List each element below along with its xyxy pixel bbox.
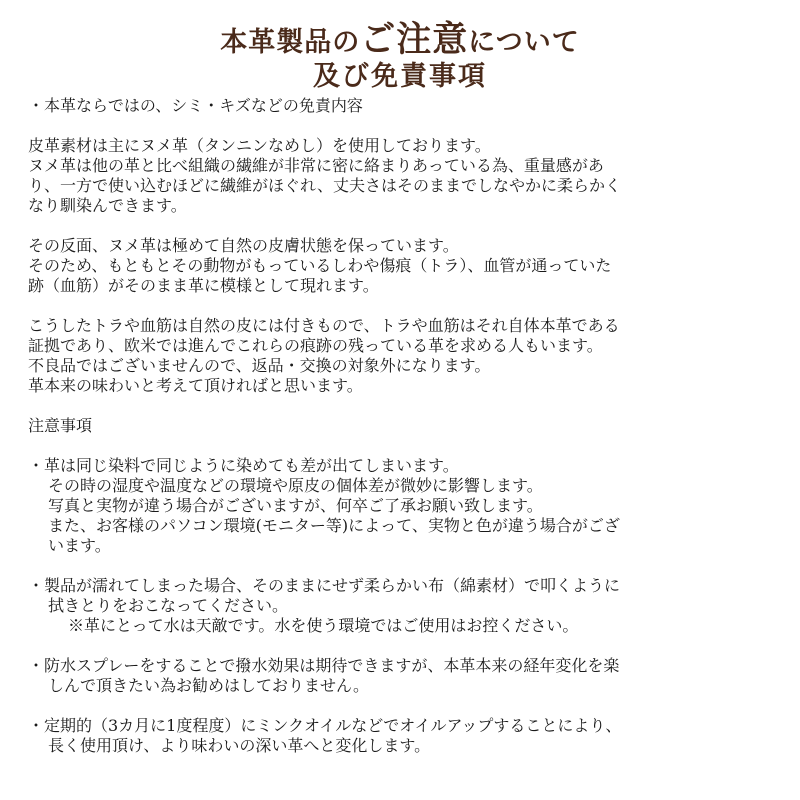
- spacer: [28, 216, 780, 236]
- note-item-color-difference: [28, 456, 780, 556]
- page-title: [0, 19, 800, 60]
- paragraph-line: そのため、もともとその動物がもっているしわや傷痕（トラ）、血管が通っていた: [28, 256, 612, 275]
- note-item-waterproof-spray: [28, 656, 780, 696]
- note-item-wet-care: [28, 576, 780, 636]
- note-line: また、お客様のパソコン環境(モニター等)によって、実物と色が違う場合がござ: [48, 516, 620, 535]
- spacer: [28, 436, 780, 456]
- paragraph-not-defective: [28, 316, 780, 396]
- paragraph-leather-material: [28, 136, 780, 216]
- page-subtitle: 及び免責事項: [313, 61, 487, 92]
- paragraph-line: こうしたトラや血筋は自然の皮には付きもので、トラや血筋はそれ自体本革である: [28, 316, 620, 335]
- spacer: [28, 556, 780, 576]
- intro-bullet: ・本革ならではの、シミ・キズなどの免責内容: [28, 96, 363, 115]
- spacer: [28, 296, 780, 316]
- spacer: [28, 396, 780, 416]
- paragraph-line: その反面、ヌメ革は極めて自然の皮膚状態を保っています。: [28, 236, 459, 255]
- note-line: 写真と実物が違う場合がございますが、何卒ご了承お願い致します。: [48, 496, 543, 515]
- paragraph-line: 証拠であり、欧米では進んでこれらの痕跡の残っている革を求める人もいます。: [28, 336, 603, 355]
- note-line: 拭きとりをおこなってください。: [48, 596, 289, 615]
- notes-heading: 注意事項: [28, 416, 93, 435]
- note-line: しんで頂きたい為お勧めはしておりません。: [48, 676, 369, 695]
- paragraph-line: 皮革素材は主にヌメ革（タンニンなめし）を使用しております。: [28, 136, 491, 155]
- paragraph-line: なり馴染んできます。: [28, 196, 187, 215]
- spacer: [28, 636, 780, 656]
- title-emphasis: ご注意: [360, 19, 469, 60]
- page-header: [0, 19, 800, 92]
- paragraph-natural-marks: [28, 236, 780, 296]
- note-caution: ※革にとって水は天敵です。水を使う環境ではご使用はお控ください。: [68, 616, 579, 635]
- note-line: その時の湿度や温度などの環境や原皮の個体差が微妙に影響します。: [48, 476, 543, 495]
- paragraph-line: 革本来の味わいと考えて頂ければと思います。: [28, 376, 363, 395]
- note-line: ・防水スプレーをすることで撥水効果は期待できますが、本革本来の経年変化を楽: [28, 656, 620, 675]
- spacer: [28, 696, 780, 716]
- paragraph-line: り、一方で使い込むほどに繊維がほぐれ、丈夫さはそのままでしなやかに柔らかく: [28, 176, 621, 195]
- note-line: ・革は同じ染料で同じように染めても差が出てしまいます。: [28, 456, 459, 475]
- note-line: います。: [48, 536, 111, 555]
- paragraph-line: ヌメ革は他の革と比べ組織の繊維が非常に密に絡まりあっている為、重量感があ: [28, 156, 604, 175]
- paragraph-line: 不良品ではございませんので、返品・交換の対象外になります。: [28, 356, 491, 375]
- document-body: [28, 96, 780, 756]
- paragraph-line: 跡（血筋）がそのまま革に模様として現れます。: [28, 276, 379, 295]
- title-pre: 本革製品の: [220, 27, 361, 58]
- note-line: ・製品が濡れてしまった場合、そのままにせず柔らかい布（綿素材）で叩くように: [28, 576, 621, 595]
- title-post: について: [468, 27, 580, 58]
- note-line: ・定期的（3カ月に1度程度）にミンクオイルなどでオイルアップすることにより、: [28, 716, 622, 735]
- note-line: 長く使用頂け、より味わいの深い革へと変化します。: [48, 736, 431, 755]
- note-item-oil-care: [28, 716, 780, 756]
- spacer: [28, 116, 780, 136]
